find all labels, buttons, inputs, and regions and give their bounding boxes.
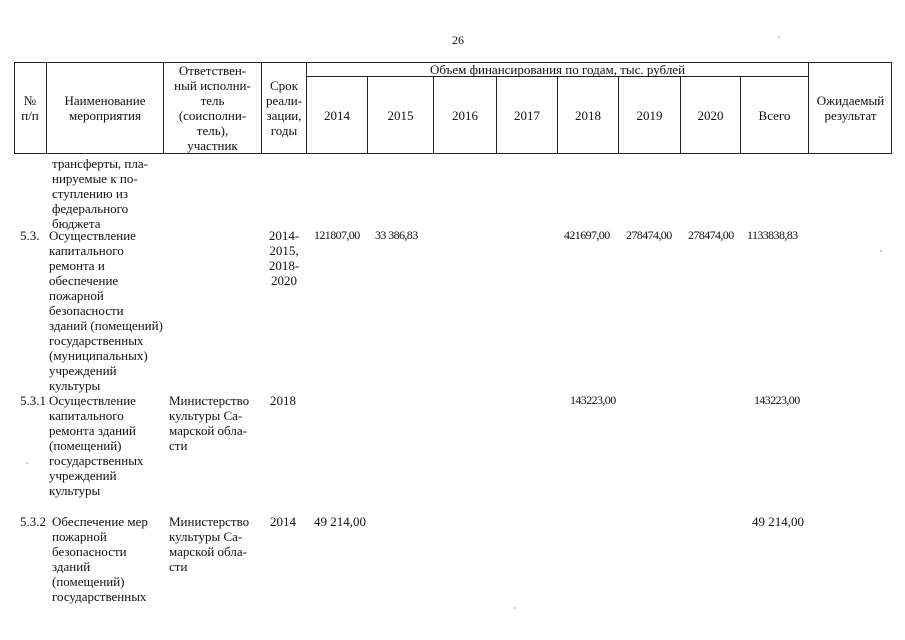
header-year-2020: 2020 [697, 107, 724, 123]
value-total: 143223,00 [754, 393, 800, 407]
page-number: 26 [452, 33, 464, 47]
header-executor: Ответствен- ный исполни- тель (соисполни- тель), участник [174, 63, 251, 153]
row-number: 5.3. [20, 228, 40, 243]
header-year-2016: 2016 [452, 107, 478, 123]
value-2018: 421697,00 [564, 228, 610, 242]
scan-speck [26, 462, 28, 464]
row-executor: Министерство культуры Са- марской обла- сти [169, 393, 250, 453]
header-num: № п/п [21, 93, 39, 123]
row-term: 2018 [270, 393, 296, 408]
header-year-2017: 2017 [514, 107, 540, 123]
row-term: 2014 [270, 514, 296, 529]
row-number: 5.3.2 [20, 514, 46, 529]
scan-speck [514, 607, 516, 609]
value-2020: 278474,00 [688, 228, 734, 242]
value-2014: 49 214,00 [314, 514, 366, 529]
row-term: 2014- 2015, 2018- 2020 [268, 228, 300, 288]
header-result: Ожидаемый результат [816, 93, 885, 123]
value-total: 49 214,00 [752, 514, 804, 529]
value-2015: 33 386,83 [375, 228, 418, 242]
header-name: Наименование мероприятия [64, 93, 146, 123]
header-term: Срок реали- зации, годы [265, 78, 303, 138]
row-number: 5.3.1 [20, 393, 46, 408]
header-year-2019: 2019 [636, 107, 663, 123]
row-name: Осуществление капитального ремонта зданий (помещений) государственных учреждений культуры [49, 393, 144, 498]
row-name: Осуществление капитального ремонта и обеспечение пожарной безопасности зданий (помещений) государственных (муниципальных) учреждений культуры [49, 228, 163, 393]
scan-speck [880, 250, 882, 252]
continuation-text: трансферты, пла- нируемые к по- ступлению из федерального бюджета [52, 156, 148, 231]
value-2018: 143223,00 [570, 393, 616, 407]
header-year-2018: 2018 [575, 107, 601, 123]
value-2014: 121807,00 [314, 228, 360, 242]
value-2019: 278474,00 [626, 228, 672, 242]
header-funding-group: Объем финансирования по годам, тыс. рублей [429, 61, 686, 77]
row-name: Обеспечение мер пожарной безопасности зданий (помещений) государственных [52, 514, 148, 604]
scan-speck [778, 36, 780, 38]
value-total: 1133838,83 [747, 228, 798, 242]
header-year-2015: 2015 [387, 107, 414, 123]
header-total: Всего [758, 107, 791, 123]
header-year-2014: 2014 [324, 107, 350, 123]
row-executor: Министерство культуры Са- марской обла- сти [169, 514, 250, 574]
